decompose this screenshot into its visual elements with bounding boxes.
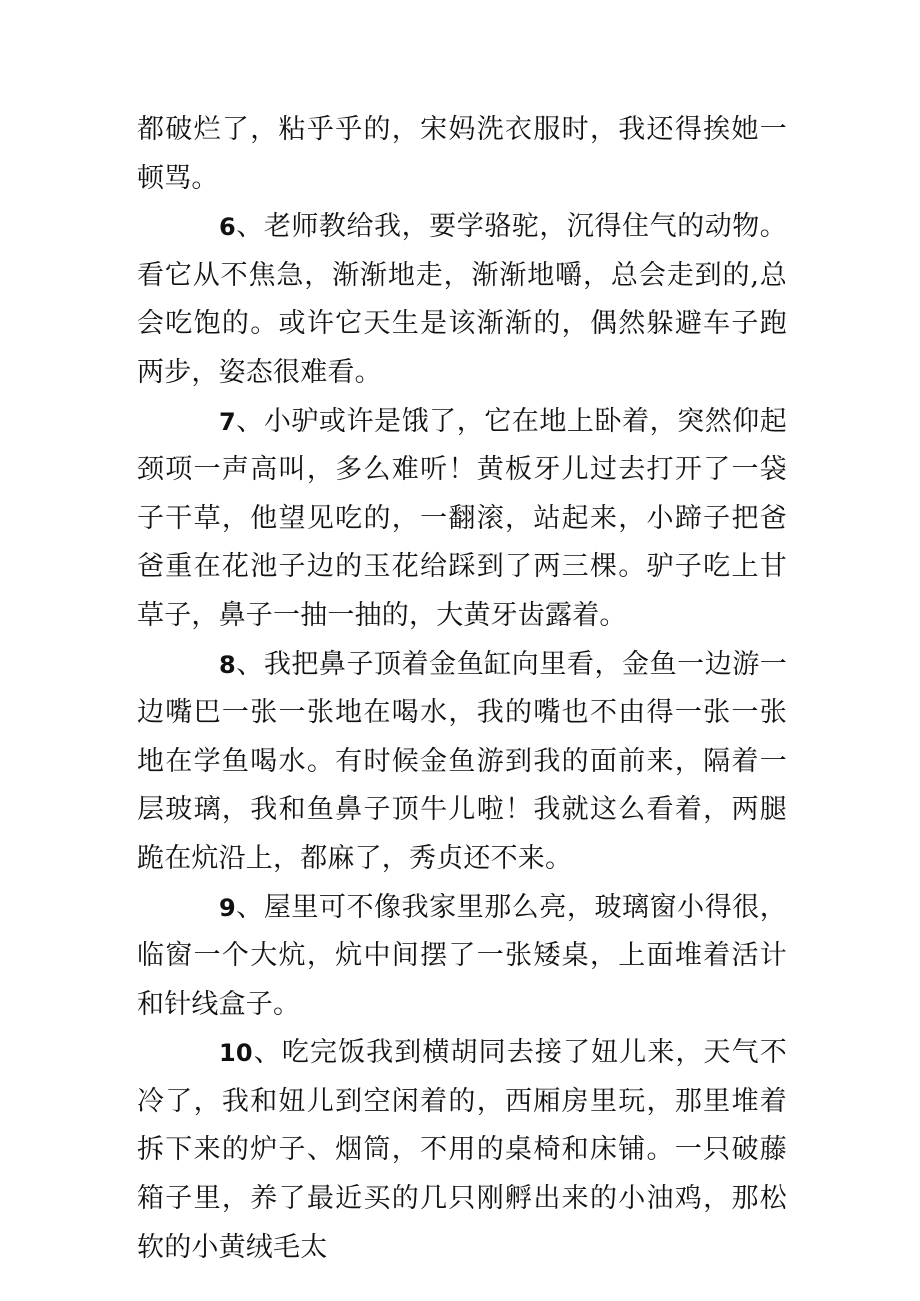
paragraph-text: 、老师教给我，要学骆驼，沉得住气的动物。看它从不焦急，渐渐地走，渐渐地嚼，总会走到的,总会吃饱的。或许它天生是该渐渐的，偶然躲避车子跑两步，姿态很难看。 — [137, 211, 787, 388]
paragraph-number: 6 — [219, 213, 236, 242]
paragraph-text: 、我把鼻子顶着金鱼缸向里看，金鱼一边游一边嘴巴一张一张地在喝水，我的嘴也不由得一张一张地在学鱼喝水。有时候金鱼游到我的面前来，隔着一层玻璃，我和鱼鼻子顶牛儿啦！我就这么看着，两腿跪在炕沿上，都麻了，秀贞还不来。 — [137, 648, 787, 874]
paragraph-6 — [137, 203, 787, 397]
paragraph-number: 8 — [219, 650, 236, 679]
paragraph-text: 、小驴或许是饿了，它在地上卧着，突然仰起颈项一声高叫，多么难听！黄板牙儿过去打开了一袋子干草，他望见吃的，一翻滚，站起来，小蹄子把爸爸重在花池子边的玉花给踩到了两三棵。驴子吃上甘草子，鼻子一抽一抽的，大黄牙齿露着。 — [137, 405, 787, 631]
paragraph-number: 10 — [219, 1039, 253, 1068]
paragraph-text: 、吃完饭我到横胡同去接了妞儿来，天气不冷了，我和妞儿到空闲着的，西厢房里玩，那里堆着拆下来的炉子、烟筒，不用的桌椅和床铺。一只破藤箱子里，养了最近买的几只刚孵出来的小油鸡，那松软的小黄绒毛太 — [137, 1037, 787, 1263]
paragraph-text: 都破烂了，粘乎乎的，宋妈洗衣服时，我还得挨她一顿骂。 — [137, 114, 787, 194]
paragraph-continuation — [137, 106, 787, 203]
paragraph-number: 9 — [219, 893, 236, 922]
paragraph-10 — [137, 1029, 787, 1272]
paragraph-7 — [137, 398, 787, 641]
paragraph-9 — [137, 884, 787, 1030]
paragraph-number: 7 — [219, 407, 236, 436]
paragraph-text: 、屋里可不像我家里那么亮，玻璃窗小得很，临窗一个大炕，炕中间摆了一张矮桌，上面堆着活计和针线盒子。 — [137, 891, 787, 1020]
text-body — [137, 106, 787, 1272]
paragraph-8 — [137, 641, 787, 884]
